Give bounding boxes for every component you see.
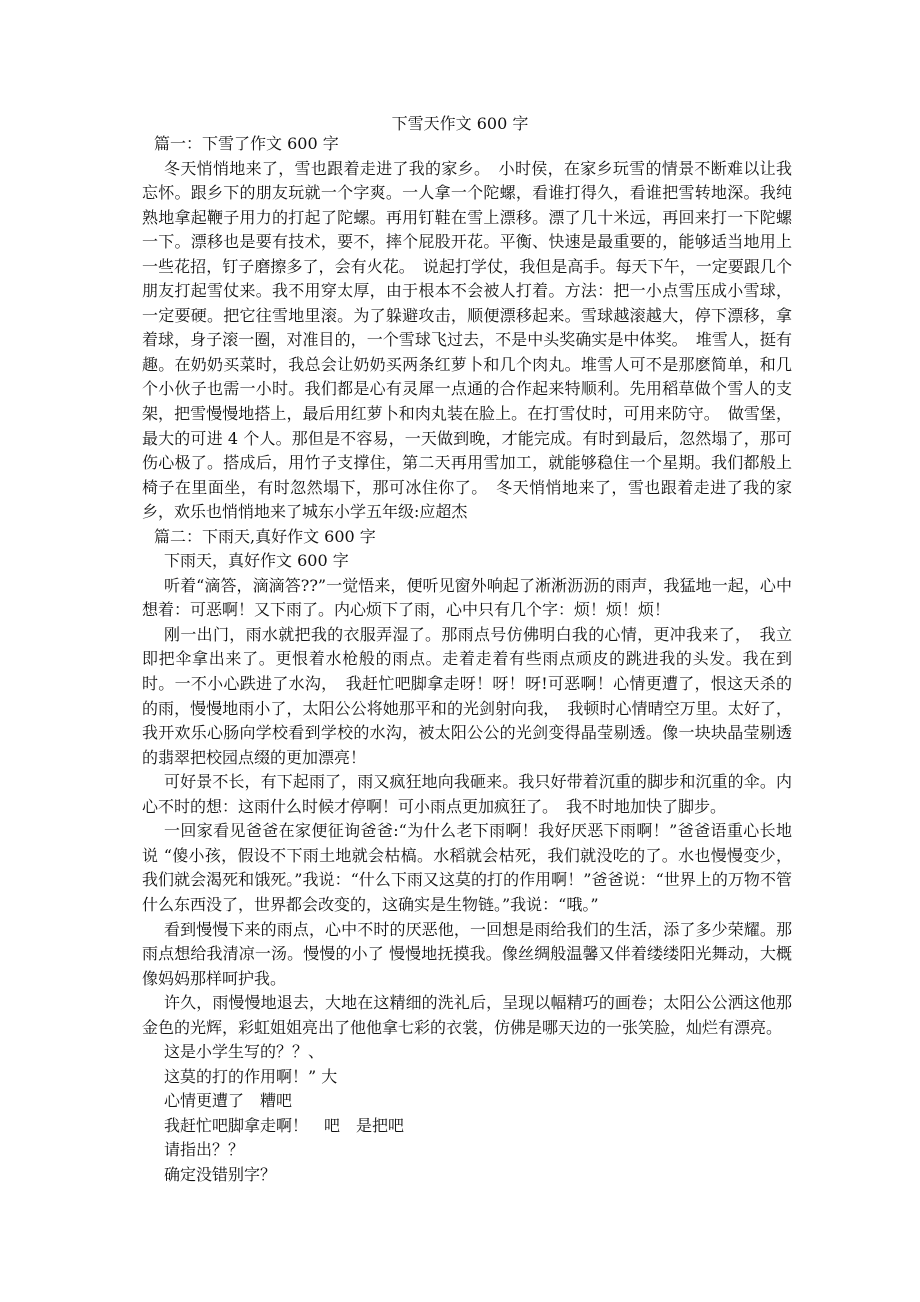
paragraph-2: 刚一出门，雨水就把我的衣服弄湿了。那雨点号仿佛明白我的心情，更冲我来了， 我立即把伞拿出来了。更恨着水枪般的雨点。走着走着有些雨点顽皮的跳进我的头发。我在到时。一不小心跌进了水沟， 我赶忙吧脚拿走呀！呀！呀!可恶啊！心情更遭了，恨这天杀的的雨，慢慢地雨小了，太阳公公将她那平和的光剑射向我， 我顿时心情晴空万里。太好了，我开欢乐心肠向学校看到学校的水沟，被太阳公公的光剑变得晶莹剔透。像一块块晶莹剔透的翡翠把校园点缀的更加漂亮！	[142, 624, 792, 767]
comment-line-1: 这是小学生写的？？、	[164, 1042, 325, 1062]
comment-line-4: 我赶忙吧脚拿走啊！ 吧 是把吧	[164, 1115, 405, 1135]
comment-line-2: 这莫的打的作用啊！” 大	[164, 1066, 338, 1086]
document-body	[142, 132, 792, 1188]
section-1-body: 冬天悄悄地来了，雪也跟着走进了我的家乡。 小时侯，在家乡玩雪的情景不断难以让我忘怀。跟乡下的朋友玩就一个字爽。一人拿一个陀螺，看谁打得久，看谁把雪转地深。我纯熟地拿起鞭子用力的打起了陀螺。再用钉鞋在雪上漂移。漂了几十米远，再回来打一下陀螺一下。漂移也是要有技术，要不，摔个屁股开花。平衡、快速是最重要的，能够适当地用上一些花招，钉子磨擦多了，会有火花。 说起打学仗，我但是高手。每天下午，一定要跟几个朋友打起雪仗来。我不用穿太厚，由于根本不会被人打着。方法：把一小点雪压成小雪球，一定要硬。把它往雪地里滚。为了躲避攻击，顺便漂移起来。雪球越滚越大，停下漂移，拿着球，身子滚一圈，对准目的，一个雪球飞过去，不是中头奖确实是中体奖。 堆雪人，挺有趣。在奶奶买菜时，我总会让奶奶买两条红萝卜和几个肉丸。堆雪人可不是那麽简单，和几个小伙子也需一小时。我们都是心有灵犀一点通的合作起来特顺利。先用稻草做个雪人的支架，把雪慢慢地搭上，最后用红萝卜和肉丸装在脸上。在打雪仗时，可用来防守。 做雪堡，最大的可进 4 个人。那但是不容易，一天做到晚，才能完成。有时到最后，忽然塌了，那可伤心极了。搭成后，用竹子支撑住，第二天再用雪加工，就能够稳住一个星期。我们都般上椅子在里面坐，有时忽然塌下，那可冰住你了。 冬天悄悄地来了，雪也跟着走进了我的家乡，欢乐也悄悄地来了城东小学五年级:应超杰	[142, 158, 792, 522]
section-1-heading: 篇一：下雪了作文 600 字	[154, 134, 339, 153]
section-2-subtitle: 下雨天，真好作文 600 字	[164, 551, 349, 571]
comment-line-3: 心情更遭了 糟吧	[164, 1091, 293, 1111]
paragraph-3: 可好景不长，有下起雨了，雨又疯狂地向我砸来。我只好带着沉重的脚步和沉重的伞。内心不时的想：这雨什么时候才停啊！可小雨点更加疯狂了。 我不时地加快了脚步。	[142, 772, 792, 816]
paragraph-5: 看到慢慢下来的雨点，心中不时的厌恶他，一回想是雨给我们的生活，添了多少荣耀。那雨点想给我清凉一汤。慢慢的小了 慢慢地抚摸我。像丝绸般温馨又伴着缕缕阳光舞动，大概像妈妈那样呵护我。	[142, 919, 792, 988]
paragraph-6: 许久，雨慢慢地退去，大地在这精细的洗礼后，呈现以幅精巧的画卷；太阳公公洒这他那金色的光辉，彩虹姐姐亮出了他他拿七彩的衣裳，仿佛是哪天边的一张笑脸，灿烂有漂亮。	[142, 993, 792, 1037]
section-2-heading: 篇二：下雨天,真好作文 600 字	[154, 526, 376, 546]
paragraph-1: 听着“滴答，滴滴答??”一觉悟来，便听见窗外响起了淅淅沥沥的雨声，我猛地一起，心中想着：可恶啊！又下雨了。内心烦下了雨，心中只有几个字：烦！烦！烦！	[142, 575, 792, 620]
paragraph-4: 一回家看见爸爸在家便征询爸爸:“为什么老下雨啊！我好厌恶下雨啊！”爸爸语重心长地说 “傻小孩，假设不下雨土地就会枯槁。水稻就会枯死，我们就没吃的了。水也慢慢变少，我们就会渴死和饿死。”我说：“什么下雨又这莫的打的作用啊！”爸爸说：“世界上的万物不管什么东西没了，世界都会改变的，这确实是生物链。”我说：“哦。”	[142, 821, 792, 914]
comment-line-5: 请指出？？	[164, 1140, 245, 1160]
document-title: 下雪天作文 600 字	[391, 114, 529, 133]
comment-line-6: 确定没错别字？	[164, 1164, 277, 1184]
